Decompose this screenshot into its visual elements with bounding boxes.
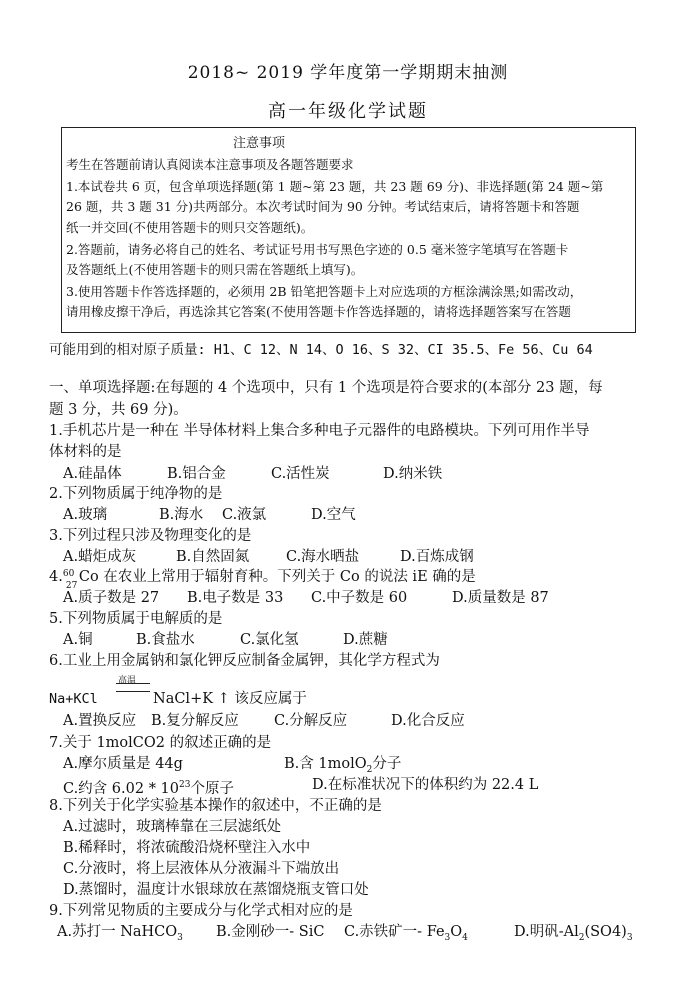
subscript: 3 — [626, 932, 633, 943]
q4-number: 4. — [49, 569, 63, 585]
q5-option-b: B.食盐水 — [136, 632, 195, 648]
subscript: 3 — [177, 932, 183, 943]
subscript: 3 — [444, 932, 451, 943]
q3-option-d: D.百炼成钢 — [400, 549, 474, 565]
section-heading: 一、单项选择题:在每题的 4 个选项中，只有 1 个选项是符合要求的(本部分 23 题，每 — [49, 380, 603, 396]
equation-condition: 高温 — [118, 676, 137, 686]
q7-option-a: A.摩尔质量是 44g — [63, 756, 183, 772]
q2-option-b: B.海水 — [159, 507, 204, 523]
q7-option-b-text: B.含 1molO — [284, 756, 367, 772]
q4-option-b: B.电子数是 33 — [187, 590, 284, 606]
atomic-number: 27 — [65, 581, 78, 591]
q2-option-c: C.液氯 — [222, 507, 267, 523]
q1-option-b: B.铝合金 — [167, 466, 226, 482]
notice-line: 纸一并交回(不使用答题卡的则只交答题纸)。 — [66, 220, 314, 235]
mass-number: 60 — [62, 569, 75, 579]
q9-option-d-text: D.明矾-Al — [514, 924, 579, 940]
q4-option-c: C.中子数是 60 — [311, 590, 408, 606]
question-4-stem — [49, 567, 476, 591]
question-7-stem: 7.关于 1molCO2 的叙述正确的是 — [49, 735, 272, 751]
q7-option-c-text-end: 个原子 — [190, 780, 234, 797]
q1-option-a: A.硅晶体 — [63, 466, 122, 482]
notice-line: 1.本试卷共 6 页，包含单项选择题(第 1 题~第 23 题，共 23 题 69 分)、非选择题(第 24 题~第 — [66, 179, 604, 194]
equation-reactants: Na+KCl — [49, 691, 98, 707]
q8-option-c: C.分液时，将上层液体从分液漏斗下端放出 — [63, 861, 340, 877]
section-heading-cont: 题 3 分，共 69 分)。 — [49, 402, 188, 418]
q9-option-c — [344, 922, 468, 948]
q7-option-d: D.在标准状况下的体积约为 22.4 L — [312, 777, 539, 793]
q5-option-c: C.氯化氢 — [240, 632, 299, 648]
subscript: 4 — [462, 932, 468, 943]
superscript: 23 — [179, 780, 191, 790]
q7-option-c-text: C.约含 6.02 * 10 — [63, 780, 179, 797]
atomic-masses: 可能用到的相对原子质量: H1、C 12、N 14、O 16、S 32、CI 35.5、Fe 56、Cu 64 — [49, 342, 593, 358]
notice-line: 26 题，共 3 题 31 分)共两部分。本次考试时间为 90 分钟。考试结束后，请将答题卡和答题 — [66, 199, 580, 214]
q4-option-d: D.质量数是 87 — [452, 590, 549, 606]
notice-line: 3.使用答题卡作答选择题的，必须用 2B 铅笔把答题卡上对应选项的方框涂满涂黑;如需改动， — [66, 284, 583, 299]
q8-option-b: B.稀释时，将浓硫酸沿烧杯壁注入水中 — [63, 840, 311, 856]
q9-option-d-text-mid: (SO4) — [584, 924, 627, 940]
q7-option-b-text-end: 分子 — [372, 756, 402, 772]
notice-line: 及答题纸上(不使用答题卡的则只需在答题纸上填写)。 — [66, 262, 364, 277]
q2-option-d: D.空气 — [311, 507, 356, 523]
question-8-stem: 8.下列关于化学实验基本操作的叙述中，不正确的是 — [49, 798, 382, 814]
exam-title: 2018~ 2019 学年度第一学期期末抽测 — [187, 63, 509, 83]
subscript: 2 — [578, 932, 585, 943]
q1-option-c: C.活性炭 — [271, 466, 330, 482]
q1-option-d: D.纳米铁 — [383, 466, 443, 482]
question-9-stem: 9.下列常见物质的主要成分与化学式相对应的是 — [49, 903, 353, 919]
q9-option-c-text: C.赤铁矿一- Fe — [344, 924, 445, 940]
q6-option-d: D.化合反应 — [391, 713, 465, 729]
q2-option-a: A.玻璃 — [63, 507, 108, 523]
question-2-stem: 2.下列物质属于纯净物的是 — [49, 486, 223, 502]
q4-stem-text: Co 在农业上常用于辐射育种。下列关于 Co 的说法 iE 确的是 — [78, 569, 476, 585]
q8-option-d: D.蒸馏时，温度计水银球放在蒸馏烧瓶支管口处 — [63, 882, 369, 898]
q5-option-d: D.蔗糖 — [343, 632, 388, 648]
question-1-stem-cont: 体材料的是 — [49, 444, 122, 460]
q3-option-c: C.海水晒盐 — [286, 549, 360, 565]
q3-option-a: A.蜡炬成灰 — [63, 549, 137, 565]
notice-line: 考生在答题前请认真阅读本注意事项及各题答题要求 — [66, 157, 354, 172]
q6-option-b: B.复分解反应 — [151, 713, 239, 729]
q8-option-a: A.过滤时，玻璃棒靠在三层滤纸处 — [63, 819, 282, 835]
q9-option-a-text: A.苏打一 NaHCO — [57, 924, 178, 940]
cobalt-isotope-notation — [62, 567, 79, 591]
q3-option-b: B.自然固氮 — [176, 549, 250, 565]
q6-option-a: A.置换反应 — [63, 713, 137, 729]
q9-option-a — [57, 922, 183, 948]
notice-heading: 注意事项 — [233, 136, 286, 151]
question-3-stem: 3.下列过程只涉及物理变化的是 — [49, 528, 252, 544]
q6-option-c: C.分解反应 — [274, 713, 348, 729]
q9-option-c-text-mid: O — [450, 924, 463, 940]
equation-products: NaCl+K ↑ 该反应属于 — [153, 691, 307, 707]
equation-arrow — [116, 683, 150, 692]
q4-option-a: A.质子数是 27 — [63, 590, 160, 606]
question-1-stem: 1.手机芯片是一种在 半导体材料上集合多种电子元器件的电路模块。下列可用作半导 — [49, 423, 590, 439]
exam-subtitle: 高一年级化学试题 — [268, 101, 428, 122]
question-6-stem: 6.工业上用金属钠和氯化钾反应制备金属钾，其化学方程式为 — [49, 653, 440, 669]
notice-line: 2.答题前，请务必将自己的姓名、考试证号用书写黑色字迹的 0.5 毫米签字笔填写在答题卡 — [66, 242, 569, 257]
q9-option-b: B.金刚砂一- SiC — [216, 924, 325, 940]
q9-option-d — [514, 922, 633, 948]
subscript: 2 — [366, 764, 373, 775]
question-5-stem: 5.下列物质属于电解质的是 — [49, 611, 223, 627]
notice-line: 请用橡皮擦干净后，再选涂其它答案(不使用答题卡作答选择题的，请将选择题答案写在答题 — [66, 304, 571, 319]
q5-option-a: A.铜 — [63, 632, 93, 648]
